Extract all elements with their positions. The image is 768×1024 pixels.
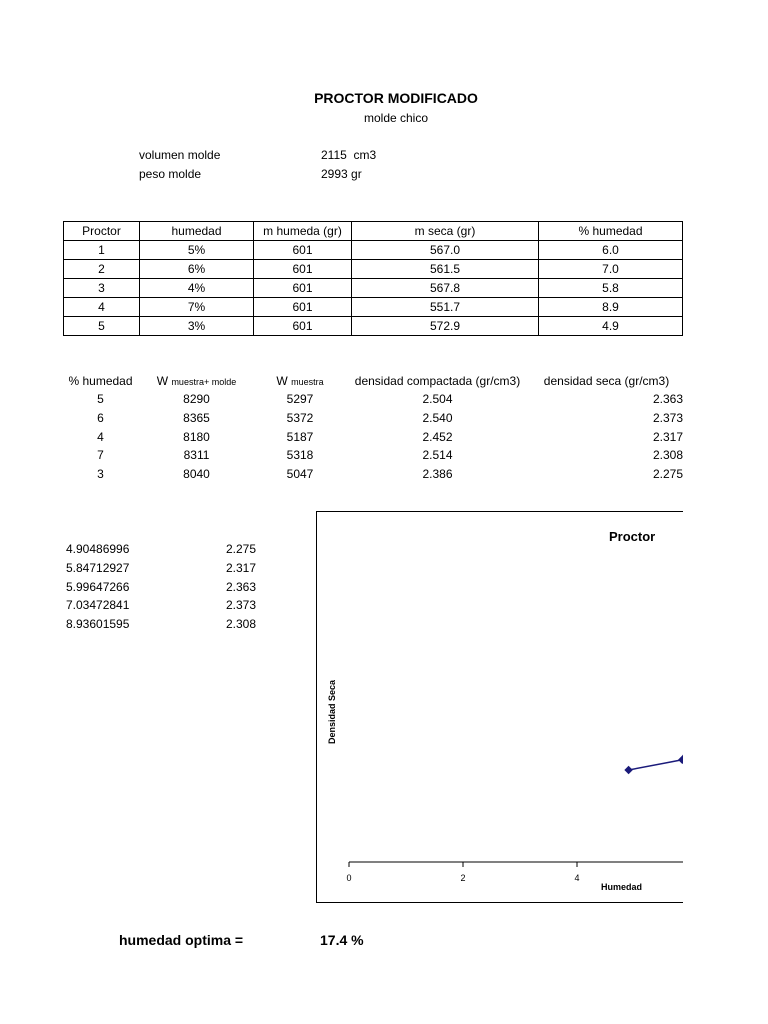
table-row bbox=[64, 260, 683, 279]
data-point bbox=[678, 756, 683, 764]
page-subtitle: molde chico bbox=[363, 111, 429, 125]
volumen-value bbox=[321, 148, 376, 162]
series-line bbox=[629, 746, 683, 770]
table-cell: 2.317 bbox=[652, 429, 683, 444]
density-table bbox=[63, 371, 683, 483]
table-cell: 3 bbox=[64, 279, 140, 298]
page-title: PROCTOR MODIFICADO bbox=[314, 90, 478, 106]
pair-density: 2.317 bbox=[225, 561, 256, 576]
table-cell: 2.386 bbox=[422, 467, 453, 482]
x-axis-ticks bbox=[346, 862, 579, 883]
table-cell: 2.452 bbox=[422, 429, 453, 444]
table-row bbox=[63, 409, 683, 428]
table-cell: 5047 bbox=[286, 467, 314, 482]
pair-density: 2.363 bbox=[225, 579, 256, 594]
pair-humidity: 5.84712927 bbox=[66, 561, 130, 576]
x-tick-label: 0 bbox=[346, 873, 352, 883]
table-cell: 8311 bbox=[183, 448, 210, 463]
table-row bbox=[64, 279, 683, 298]
table-cell: 567.8 bbox=[352, 279, 539, 298]
table-cell: 5372 bbox=[286, 411, 314, 426]
table-cell: 3 bbox=[97, 467, 104, 482]
table-cell: 601 bbox=[254, 298, 352, 317]
table-cell: 5 bbox=[97, 392, 104, 407]
table-cell: 5318 bbox=[286, 448, 314, 463]
table-cell: 8180 bbox=[183, 429, 210, 444]
table-cell: 601 bbox=[254, 317, 352, 336]
peso-value: 2993 gr bbox=[321, 167, 362, 181]
table-row bbox=[63, 390, 683, 409]
table-cell: 561.5 bbox=[352, 260, 539, 279]
x-tick-label: 2 bbox=[460, 873, 466, 883]
table-row bbox=[63, 465, 683, 484]
chart-ylabel: Densidad Seca bbox=[327, 679, 337, 744]
table-cell: 5297 bbox=[286, 392, 314, 407]
table-cell: 601 bbox=[254, 241, 352, 260]
list-item bbox=[66, 577, 256, 596]
col-header-main: W bbox=[276, 373, 288, 388]
col-header: m humeda (gr) bbox=[254, 222, 352, 241]
table-cell: 7% bbox=[140, 298, 254, 317]
col-header: densidad compactada (gr/cm3) bbox=[354, 373, 521, 388]
table-cell: 3% bbox=[140, 317, 254, 336]
table-cell: 601 bbox=[254, 279, 352, 298]
volumen-number: 2115 bbox=[321, 148, 347, 162]
col-header bbox=[138, 371, 255, 390]
pair-density: 2.308 bbox=[225, 617, 256, 632]
table-cell: 2.373 bbox=[652, 411, 683, 426]
table-cell: 8.9 bbox=[539, 298, 683, 317]
table-cell: 572.9 bbox=[352, 317, 539, 336]
table-cell: 5% bbox=[140, 241, 254, 260]
table-cell: 601 bbox=[254, 260, 352, 279]
volumen-unit: cm3 bbox=[353, 148, 377, 162]
pair-humidity: 7.03472841 bbox=[66, 598, 130, 613]
list-item bbox=[66, 559, 256, 578]
table-row bbox=[64, 317, 683, 336]
table-cell: 5187 bbox=[286, 429, 314, 444]
table-cell: 567.0 bbox=[352, 241, 539, 260]
table-cell: 4 bbox=[64, 298, 140, 317]
table-cell: 7.0 bbox=[539, 260, 683, 279]
col-header-sub: muestra bbox=[291, 376, 324, 387]
pair-humidity: 4.90486996 bbox=[66, 542, 130, 557]
table-cell: 8290 bbox=[183, 392, 210, 407]
chart-title: Proctor bbox=[609, 529, 656, 544]
peso-label: peso molde bbox=[139, 167, 202, 181]
table-cell: 2.275 bbox=[652, 467, 683, 482]
table-cell: 5.8 bbox=[539, 279, 683, 298]
table-cell: 6 bbox=[97, 411, 104, 426]
table-cell: 2.514 bbox=[422, 448, 453, 463]
table-cell: 6.0 bbox=[539, 241, 683, 260]
pair-density: 2.275 bbox=[225, 542, 256, 557]
chart-series bbox=[624, 742, 683, 774]
x-tick-label: 4 bbox=[574, 873, 580, 883]
col-header: densidad seca (gr/cm3) bbox=[543, 373, 670, 388]
col-header-main: W bbox=[156, 373, 169, 388]
pair-humidity: 5.99647266 bbox=[66, 579, 130, 594]
proctor-table bbox=[63, 221, 683, 336]
table-cell: 8365 bbox=[183, 411, 210, 426]
table-cell: 2.308 bbox=[652, 448, 683, 463]
table-cell: 1 bbox=[64, 241, 140, 260]
list-item bbox=[66, 596, 256, 615]
chart-xlabel: Humedad bbox=[601, 882, 643, 892]
data-point bbox=[624, 766, 632, 774]
density-table-header bbox=[63, 371, 683, 390]
table-row bbox=[63, 427, 683, 446]
pair-density: 2.373 bbox=[225, 598, 256, 613]
table-row bbox=[64, 298, 683, 317]
volumen-label: volumen molde bbox=[139, 148, 221, 162]
list-item bbox=[66, 615, 256, 634]
table-cell: 8040 bbox=[183, 467, 210, 482]
list-item bbox=[66, 540, 256, 559]
humidity-density-pairs bbox=[66, 540, 256, 633]
table-cell: 4 bbox=[97, 429, 104, 444]
col-header-sub: muestra+ molde bbox=[171, 376, 237, 387]
optimal-moisture-value: 17.4 % bbox=[320, 932, 364, 948]
table-cell: 2.363 bbox=[652, 392, 683, 407]
table-cell: 2.504 bbox=[422, 392, 453, 407]
proctor-table-header bbox=[64, 222, 683, 241]
table-cell: 7 bbox=[97, 448, 104, 463]
table-cell: 2.540 bbox=[422, 411, 453, 426]
col-header: Proctor bbox=[64, 222, 140, 241]
table-row bbox=[63, 446, 683, 465]
table-cell: 551.7 bbox=[352, 298, 539, 317]
table-cell: 4% bbox=[140, 279, 254, 298]
col-header: m seca (gr) bbox=[352, 222, 539, 241]
proctor-chart-svg bbox=[317, 512, 683, 902]
pair-humidity: 8.93601595 bbox=[66, 617, 130, 632]
table-cell: 4.9 bbox=[539, 317, 683, 336]
col-header: % humedad bbox=[539, 222, 683, 241]
col-header bbox=[255, 371, 345, 390]
proctor-chart bbox=[316, 511, 683, 903]
col-header: humedad bbox=[140, 222, 254, 241]
col-header: % humedad bbox=[68, 373, 133, 388]
optimal-moisture-label: humedad optima = bbox=[119, 932, 244, 948]
table-cell: 6% bbox=[140, 260, 254, 279]
table-row bbox=[64, 241, 683, 260]
table-cell: 2 bbox=[64, 260, 140, 279]
table-cell: 5 bbox=[64, 317, 140, 336]
